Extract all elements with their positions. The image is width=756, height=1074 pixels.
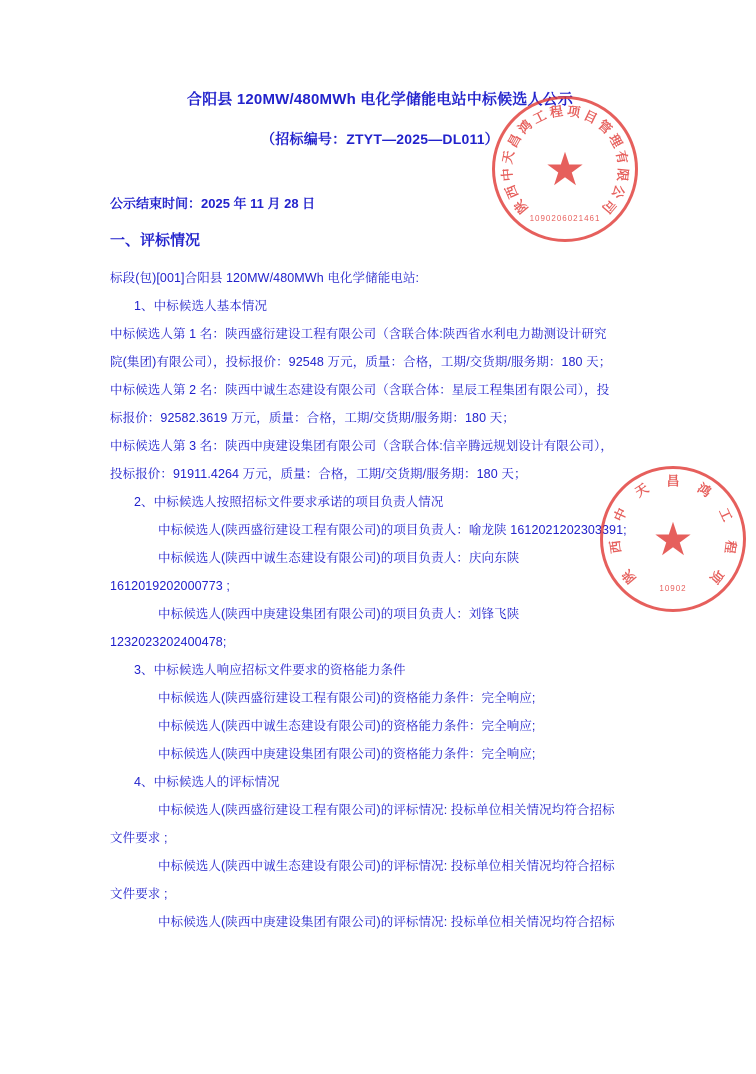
subsection-1-heading: 1、中标候选人基本情况 <box>134 299 268 313</box>
seal-char: 中 <box>499 167 516 182</box>
seal-char: 程 <box>722 539 739 555</box>
seal-char: 司 <box>599 196 620 217</box>
seal-char: 项 <box>566 103 582 121</box>
seal-char: 陕 <box>510 196 531 217</box>
seal-char: 天 <box>499 149 517 166</box>
project-manager-1: 中标候选人(陕西盛衍建设工程有限公司)的项目负责人：喻龙陕 1612021202303391; <box>158 523 627 537</box>
evaluation-3-line-1: 中标候选人(陕西中庚建设集团有限公司)的评标情况: 投标单位相关情况均符合招标 <box>158 915 615 929</box>
project-manager-2-line-1: 中标候选人(陕西中诚生态建设有限公司)的项目负责人：庆向东陕 <box>158 551 520 565</box>
section-heading-evaluation: 一、评标情况 <box>110 232 201 249</box>
seal-char: 程 <box>548 103 564 121</box>
seal-code-primary: 1090206021461 <box>529 214 601 223</box>
seal-char: 管 <box>595 117 615 137</box>
page-title: 合阳县 120MW/480MWh 电化学储能电站中标候选人公示 <box>186 91 574 108</box>
seal-char: 西 <box>502 182 522 201</box>
subsection-4-heading: 4、中标候选人的评标情况 <box>134 775 280 789</box>
seal-char: 昌 <box>504 131 525 151</box>
project-manager-2-line-2: 1612019202000773 ; <box>110 579 230 593</box>
evaluation-2-line-1: 中标候选人(陕西中诚生态建设有限公司)的评标情况: 投标单位相关情况均符合招标 <box>158 859 615 873</box>
seal-star-icon-secondary: ★ <box>652 513 694 565</box>
seal-char: 有 <box>613 149 631 166</box>
seal-char: 理 <box>605 131 626 151</box>
candidate-2-line-1: 中标候选人第 2 名：陕西中诚生态建设有限公司（含联合体：星辰工程集团有限公司），投 <box>110 383 610 397</box>
seal-char: 鸿 <box>694 480 714 500</box>
publicity-end-time: 公示结束时间：2025 年 11 月 28 日 <box>110 196 316 211</box>
subsection-2-heading: 2、中标候选人按照招标文件要求承诺的项目负责人情况 <box>134 495 444 509</box>
evaluation-1-line-2: 文件要求 ; <box>110 831 168 845</box>
candidate-3-line-1: 中标候选人第 3 名：陕西中庚建设集团有限公司（含联合体:信辛腾远规划设计有限公司）， <box>110 439 613 453</box>
candidate-1-line-2: 院(集团)有限公司），投标报价：92548 万元，质量：合格，工期/交货期/服务期：180 天； <box>110 355 612 369</box>
seal-code-secondary: 10902 <box>659 584 687 593</box>
seal-char: 工 <box>716 505 736 524</box>
qualification-1: 中标候选人(陕西盛衍建设工程有限公司)的资格能力条件：完全响应; <box>158 691 536 705</box>
project-manager-3-line-2: 1232023202400478; <box>110 635 227 649</box>
evaluation-2-line-2: 文件要求 ; <box>110 887 168 901</box>
seal-char: 项 <box>707 566 728 587</box>
seal-char: 西 <box>607 539 624 555</box>
seal-char: 天 <box>632 480 652 500</box>
qualification-3: 中标候选人(陕西中庚建设集团有限公司)的资格能力条件：完全响应; <box>158 747 536 761</box>
seal-char: 昌 <box>666 473 680 489</box>
lot-package-line: 标段(包)[001]合阳县 120MW/480MWh 电化学储能电站: <box>110 271 420 285</box>
seal-char: 鸿 <box>515 117 535 137</box>
qualification-2: 中标候选人(陕西中诚生态建设有限公司)的资格能力条件：完全响应; <box>158 719 536 733</box>
candidate-2-line-2: 标报价：92582.3619 万元，质量：合格，工期/交货期/服务期：180 天； <box>110 411 515 425</box>
tender-number-subtitle: （招标编号：ZTYT—2025—DL011） <box>261 131 499 147</box>
seal-char: 目 <box>581 107 600 127</box>
seal-char: 限 <box>614 167 631 182</box>
document-body <box>110 0 650 936</box>
subsection-3-heading: 3、中标候选人响应招标文件要求的资格能力条件 <box>134 663 406 677</box>
candidate-1-line-1: 中标候选人第 1 名：陕西盛衍建设工程有限公司（含联合体:陕西省水利电力勘测设计研究 <box>110 327 607 341</box>
seal-char: 公 <box>608 182 628 201</box>
project-manager-3-line-1: 中标候选人(陕西中庚建设集团有限公司)的项目负责人：刘锋飞陕 <box>158 607 520 621</box>
seal-star-icon: ★ <box>544 143 586 195</box>
seal-char: 陕 <box>618 566 639 587</box>
candidate-3-line-2: 投标报价：91911.4264 万元，质量：合格，工期/交货期/服务期：180 天； <box>110 467 527 481</box>
evaluation-1-line-1: 中标候选人(陕西盛衍建设工程有限公司)的评标情况: 投标单位相关情况均符合招标 <box>158 803 615 817</box>
seal-char: 中 <box>610 505 630 524</box>
seal-char: 工 <box>530 107 549 127</box>
